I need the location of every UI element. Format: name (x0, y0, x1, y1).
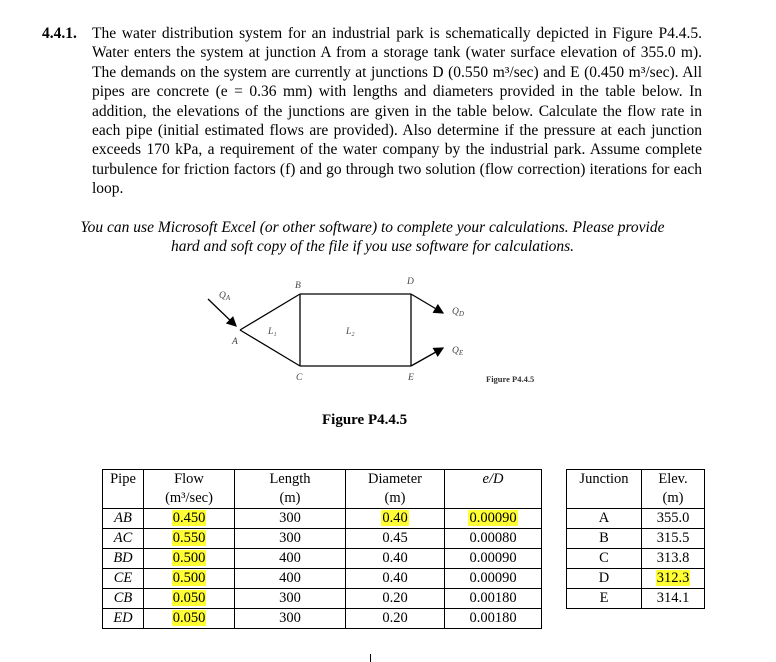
problem-text: The water distribution system for an industrial park is schematically depicted in Figure P4.4.5. Water enters the system at junction A from a storage tank (water surface elevation of 355.0 m). The demands on the system are currently at junctions D (0.550 m³/sec) and E (0.450 m³/sec). All pipes are concrete (e = 0.36 mm) with lengths and diameters provided in the table below. In addition, the elevations of the junctions are given in the table below. Calculate the flow rate in each pipe (initial estimated flows are provided). Also determine if the pressure at each junction exceeds 170 kPa, a requirement of the water company by the industrial park. Assume complete turbulence for friction factors (f) and go through two solution (flow correction) iterations for each loop. (92, 25, 702, 198)
table-row (103, 549, 542, 569)
cell-flow: 0.500 (144, 569, 235, 589)
cell-ed: 0.00090 (445, 549, 542, 569)
cell-junction: D (567, 569, 642, 589)
table-row (567, 549, 705, 569)
cell-flow: 0.050 (144, 589, 235, 609)
cell-diameter: 0.45 (346, 529, 445, 549)
cell-junction: B (567, 529, 642, 549)
cell-junction: C (567, 549, 642, 569)
label-l1: L₁ (268, 327, 277, 337)
cell-elev: 313.8 (642, 549, 705, 569)
outflow-arrow-qe (411, 348, 443, 366)
header-flow: Flow (m³/sec) (144, 470, 235, 509)
cell-length: 300 (235, 589, 346, 609)
cell-pipe: CE (103, 569, 144, 589)
cell-ed: 0.00090 (445, 509, 542, 529)
cell-diameter: 0.40 (346, 569, 445, 589)
inflow-arrow-qa (208, 299, 236, 326)
cell-elev: 315.5 (642, 529, 705, 549)
outflow-arrow-qd (411, 294, 443, 313)
table-row (103, 589, 542, 609)
cell-flow: 0.550 (144, 529, 235, 549)
cell-pipe: AC (103, 529, 144, 549)
cell-diameter: 0.20 (346, 589, 445, 609)
cell-pipe: ED (103, 609, 144, 629)
cell-ed: 0.00080 (445, 529, 542, 549)
table-row (103, 609, 542, 629)
note-line-2: hard and soft copy of the file if you use software for calculations. (170, 238, 575, 255)
cell-elev: 355.0 (642, 509, 705, 529)
cell-flow: 0.450 (144, 509, 235, 529)
cell-elev: 312.3 (642, 569, 705, 589)
table-row (567, 589, 705, 609)
cell-ed: 0.00180 (445, 609, 542, 629)
cell-length: 400 (235, 549, 346, 569)
note-line-1: You can use Microsoft Excel (or other software) to complete your calculations. Please provide (80, 219, 665, 236)
pipe-ab (240, 294, 300, 330)
cell-length: 300 (235, 609, 346, 629)
header-diameter: Diameter (m) (346, 470, 445, 509)
cell-flow: 0.050 (144, 609, 235, 629)
label-l2: L₂ (346, 327, 355, 337)
table-row (103, 569, 542, 589)
cell-junction: A (567, 509, 642, 529)
label-b: B (295, 281, 301, 291)
pipe-table-header (103, 470, 542, 509)
cell-ed: 0.00090 (445, 569, 542, 589)
cell-ed: 0.00180 (445, 589, 542, 609)
header-pipe: Pipe (103, 470, 144, 509)
table-row (103, 509, 542, 529)
label-qd: $Q_D$ (452, 307, 464, 318)
table-row (567, 569, 705, 589)
problem-number: 4.4.1. (42, 25, 77, 42)
header-junction: Junction (567, 470, 642, 509)
cell-elev: 314.1 (642, 589, 705, 609)
figure-small-caption: Figure P4.4.5 (486, 374, 535, 384)
header-length: Length (m) (235, 470, 346, 509)
label-a: A (232, 337, 238, 347)
header-ed: e/D (445, 470, 542, 509)
stray-mark (370, 654, 371, 662)
label-qe: $Q_E$ (452, 346, 464, 357)
cell-diameter: 0.40 (346, 509, 445, 529)
junction-table-header (567, 470, 705, 509)
junction-table (566, 469, 705, 609)
label-c: C (296, 373, 303, 383)
cell-pipe: CB (103, 589, 144, 609)
cell-length: 300 (235, 529, 346, 549)
table-row (103, 529, 542, 549)
cell-junction: E (567, 589, 642, 609)
cell-pipe: BD (103, 549, 144, 569)
pipe-table (102, 469, 542, 629)
cell-diameter: 0.40 (346, 549, 445, 569)
cell-flow: 0.500 (144, 549, 235, 569)
cell-pipe: AB (103, 509, 144, 529)
label-qa: $Q_A$ (219, 291, 231, 302)
label-d: D (407, 277, 414, 287)
table-row (567, 529, 705, 549)
label-e: E (408, 373, 414, 383)
figure-caption: Figure P4.4.5 (322, 412, 408, 428)
cell-length: 300 (235, 509, 346, 529)
cell-diameter: 0.20 (346, 609, 445, 629)
table-row (567, 509, 705, 529)
cell-length: 400 (235, 569, 346, 589)
header-elev: Elev. (m) (642, 470, 705, 509)
